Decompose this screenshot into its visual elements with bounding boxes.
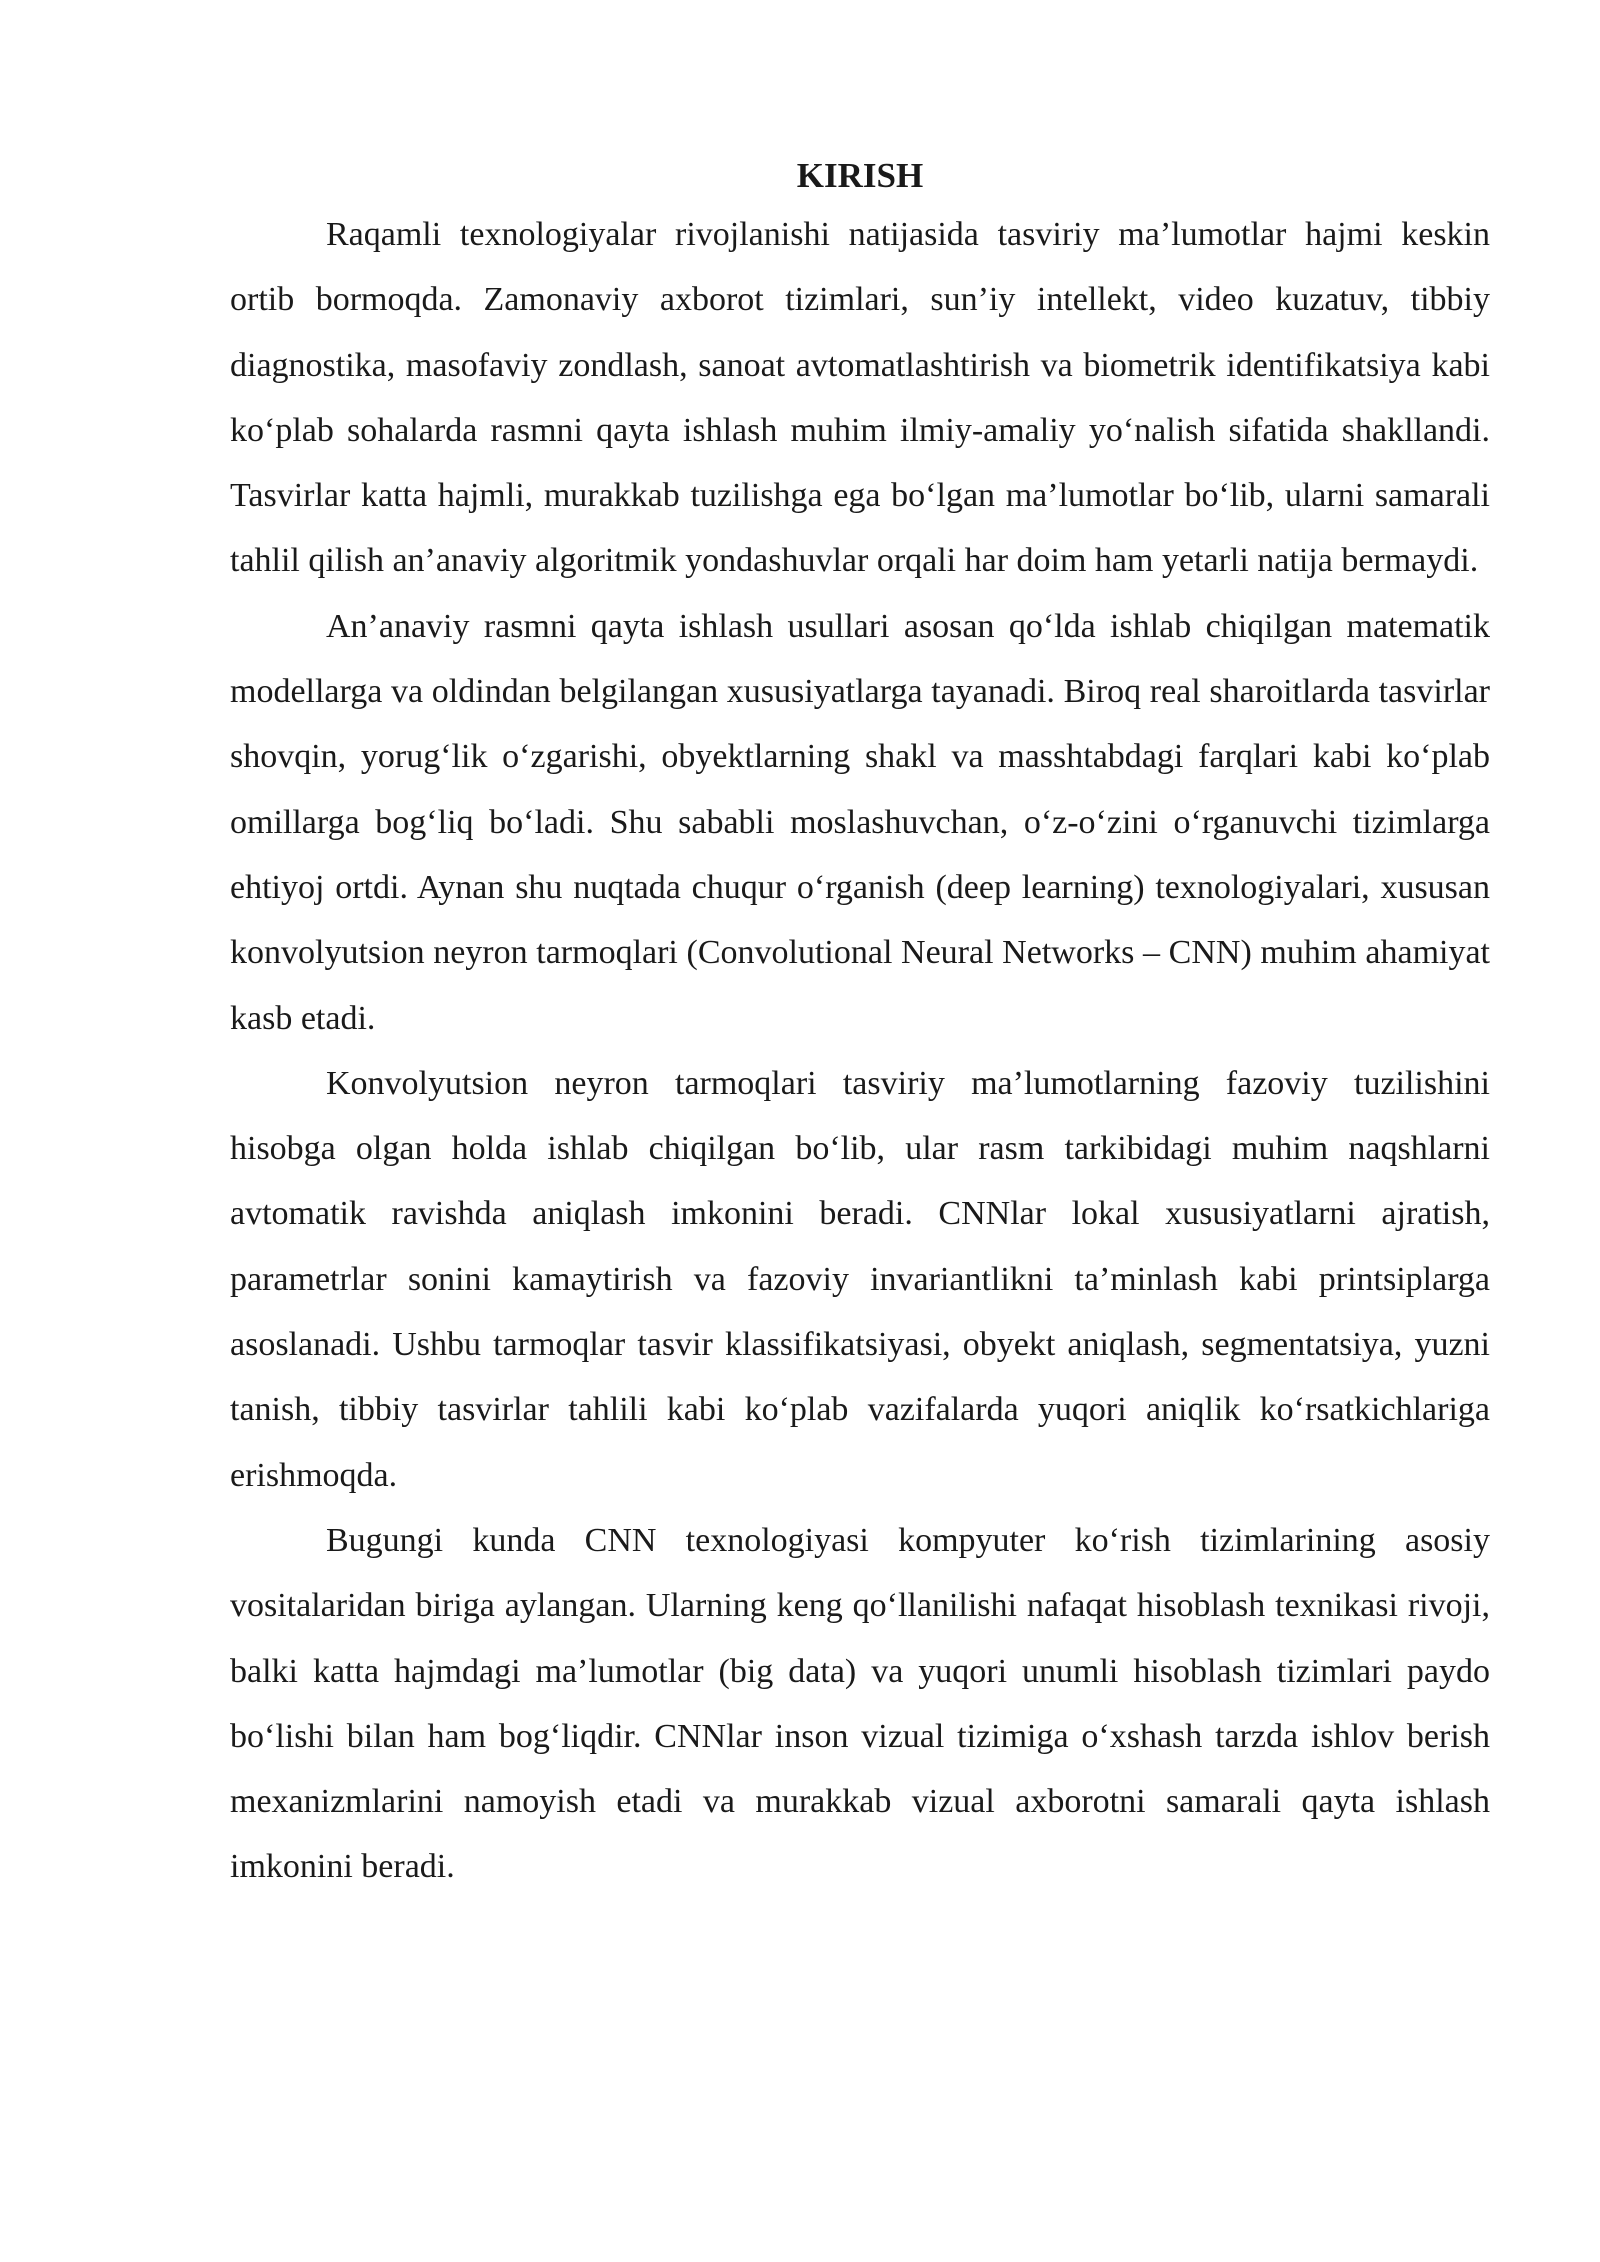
paragraph-4: Bugungi kunda CNN texnologiyasi kompyuter koʻrish tizimlarining asosiy vositalaridan biriga aylangan. Ularning keng qoʻllanilishi nafaqat hisoblash texnikasi rivoji, balki katta hajmdagi ma’lumotlar (big data) va yuqori unumli hisoblash tizimlari paydo boʻlishi bilan ham bogʻliqdir. CNNlar inson vizual tizimiga oʻxshash tarzda ishlov berish mexanizmlarini namoyish etadi va murakkab vizual axborotni samarali qayta ishlash imkonini beradi. (230, 1521, 1490, 1886)
page-title: KIRISH (796, 156, 924, 195)
paragraph-1: Raqamli texnologiyalar rivojlanishi natijasida tasviriy ma’lumotlar hajmi keskin ortib bormoqda. Zamonaviy axborot tizimlari, sun’iy intellekt, video kuzatuv, tibbiy diagnostika, masofaviy zondlash, sanoat avtomatlashtirish va biometrik identifikatsiya kabi koʻplab sohalarda rasmni qayta ishlash muhim ilmiy-amaliy yoʻnalish sifatida shakllandi. Tasvirlar katta hajmli, murakkab tuzilishga ega boʻlgan ma’lumotlar boʻlib, ularni samarali tahlil qilish an’anaviy algoritmik yondashuvlar orqali har doim ham yetarli natija bermaydi. (230, 216, 1490, 580)
paragraph-2: An’anaviy rasmni qayta ishlash usullari asosan qoʻlda ishlab chiqilgan matematik modellarga va oldindan belgilangan xususiyatlarga tayanadi. Biroq real sharoitlarda tasvirlar shovqin, yorugʻlik oʻzgarishi, obyektlarning shakl va masshtabdagi farqlari kabi koʻplab omillarga bogʻliq boʻladi. Shu sababli moslashuvchan, oʻz-oʻzini oʻrganuvchi tizimlarga ehtiyoj ortdi. Aynan shu nuqtada chuqur oʻrganish (deep learning) texnologiyalari, xususan konvolyutsion neyron tarmoqlari (Convolutional Neural Networks – CNN) muhim ahamiyat kasb etadi. (230, 607, 1490, 1037)
document-body (230, 150, 1490, 1900)
paragraph-3: Konvolyutsion neyron tarmoqlari tasviriy ma’lumotlarning fazoviy tuzilishini hisobga olgan holda ishlab chiqilgan boʻlib, ular rasm tarkibidagi muhim naqshlarni avtomatik ravishda aniqlash imkonini beradi. CNNlar lokal xususiyatlarni ajratish, parametrlar sonini kamaytirish va fazoviy invariantlikni ta’minlash kabi printsiplarga asoslanadi. Ushbu tarmoqlar tasvir klassifikatsiyasi, obyekt aniqlash, segmentatsiya, yuzni tanish, tibbiy tasvirlar tahlili kabi koʻplab vazifalarda yuqori aniqlik koʻrsatkichlariga erishmoqda. (230, 1064, 1490, 1494)
